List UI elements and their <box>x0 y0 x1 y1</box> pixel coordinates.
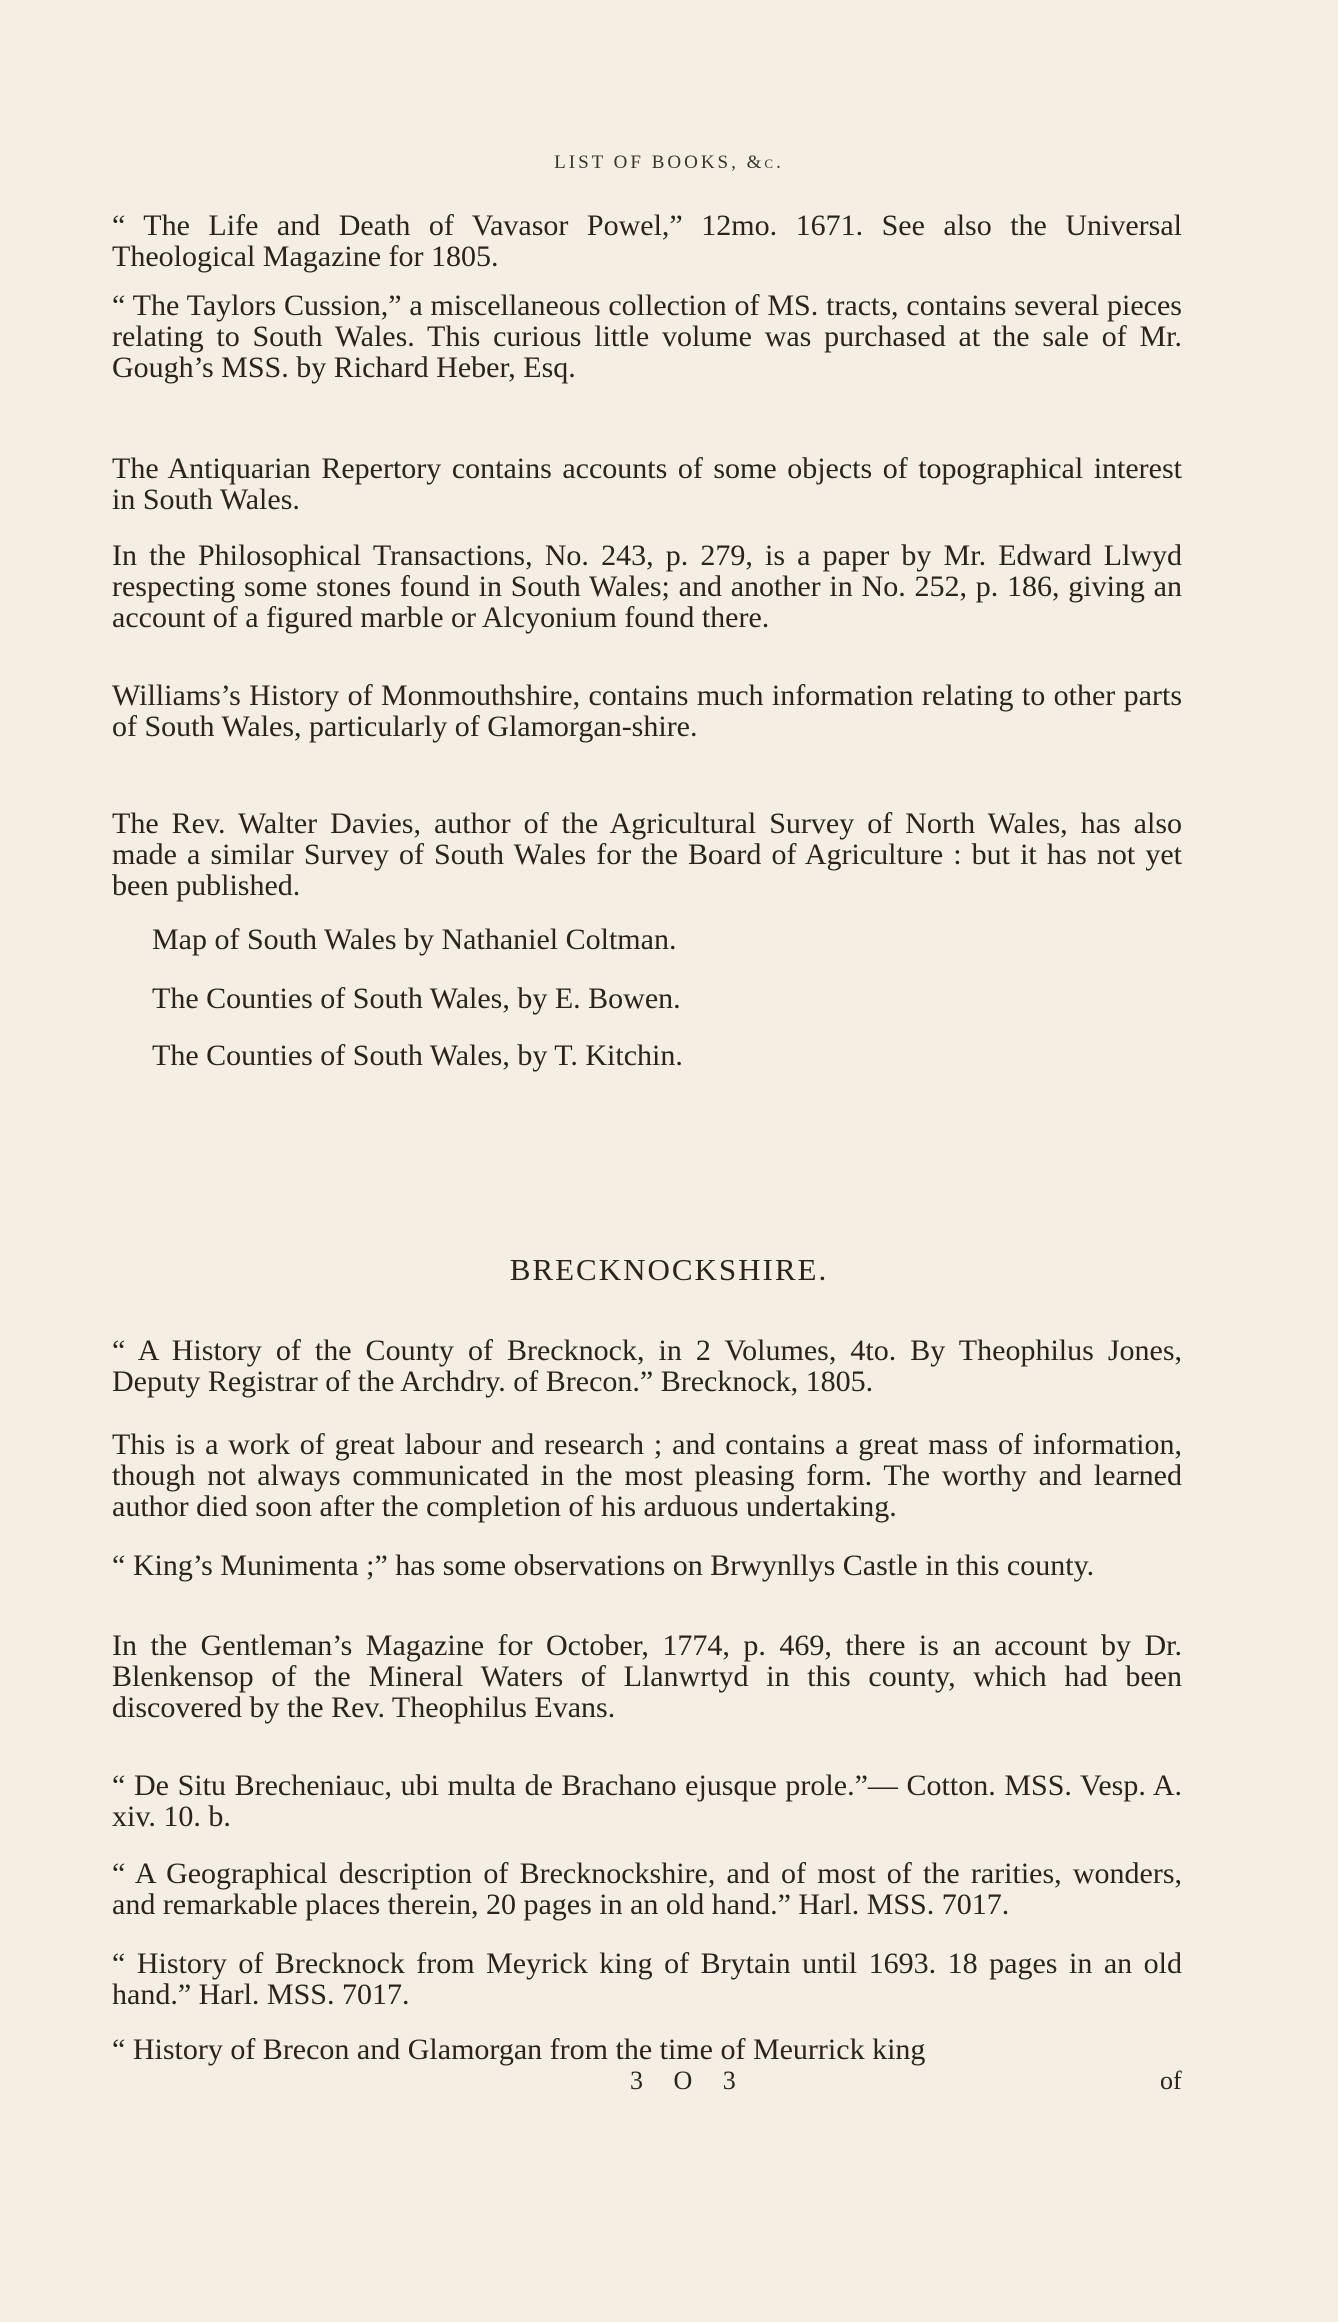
entry-history-brecknock-meyrick: “ History of Brecknock from Meyrick king of Brytain until 1693. 18 pages in an old hand.” Harl. MSS. 7017. <box>112 1947 1182 2011</box>
entry-kings-munimenta: “ King’s Munimenta ;” has some observations on Brwynllys Castle in this county. <box>112 1549 1095 1582</box>
signature-mark: 3 O 3 <box>630 2066 748 2095</box>
running-head: LIST OF BOOKS, &c. <box>554 152 784 173</box>
entry-geographical-description: “ A Geographical description of Brecknockshire, and of most of the rarities, wonders, and remarkable places therein, 20 pages in an old hand.” Harl. MSS. 7017. <box>112 1857 1182 1921</box>
entry-vavasor-powel: “ The Life and Death of Vavasor Powel,” 12mo. 1671. See also the Universal Theological Magazine for 1805. <box>112 209 1182 273</box>
entry-antiquarian-repertory: The Antiquarian Repertory contains accounts of some objects of topographical interest in South Wales. <box>112 452 1182 516</box>
entry-williams-monmouthshire: Williams’s History of Monmouthshire, contains much information relating to other parts of South Wales, particularly of Glamorgan-shire. <box>112 679 1182 743</box>
entry-history-brecknock-jones: “ A History of the County of Brecknock, in 2 Volumes, 4to. By Theophilus Jones, Deputy Registrar of the Archdry. of Brecon.” Brecknock, 1805. <box>112 1334 1182 1398</box>
entry-work-commentary: This is a work of great labour and research ; and contains a great mass of information, though not always communicated in the most pleasing form. The worthy and learned author died soon after the completion of his arduous undertaking. <box>112 1428 1182 1523</box>
entry-walter-davies: The Rev. Walter Davies, author of the Agricultural Survey of North Wales, has also made a similar Survey of South Wales for the Board of Agriculture : but it has not yet been published. <box>112 807 1182 902</box>
entry-history-brecon-glamorgan: “ History of Brecon and Glamorgan from the time of Meurrick king <box>112 2033 926 2066</box>
entry-taylors-cussion: “ The Taylors Cussion,” a miscellaneous collection of MS. tracts, contains several pieces relating to South Wales. This curious little volume was purchased at the sale of Mr. Gough’s MSS. by Richard Heber, Esq. <box>112 289 1182 384</box>
entry-de-situ-brecheniauc: “ De Situ Brecheniauc, ubi multa de Brachano ejusque prole.”— Cotton. MSS. Vesp. A. xiv. 10. b. <box>112 1769 1182 1833</box>
entry-gentlemans-magazine: In the Gentleman’s Magazine for October, 1774, p. 469, there is an account by Dr. Blenkensop of the Mineral Waters of Llanwrtyd in this county, which had been discovered by the Rev. Theophilus Evans. <box>112 1629 1182 1724</box>
entry-map-coltman: Map of South Wales by Nathaniel Coltman. <box>152 923 677 956</box>
entry-kitchin: The Counties of South Wales, by T. Kitchin. <box>152 1039 683 1072</box>
catchword: of <box>1160 2066 1182 2095</box>
section-heading: BRECKNOCKSHIRE. <box>509 1252 829 1287</box>
entry-philosophical-transactions: In the Philosophical Transactions, No. 243, p. 279, is a paper by Mr. Edward Llwyd respecting some stones found in South Wales; and another in No. 252, p. 186, giving an account of a figured marble or Alcyonium found there. <box>112 539 1182 634</box>
entry-bowen: The Counties of South Wales, by E. Bowen. <box>152 982 681 1015</box>
